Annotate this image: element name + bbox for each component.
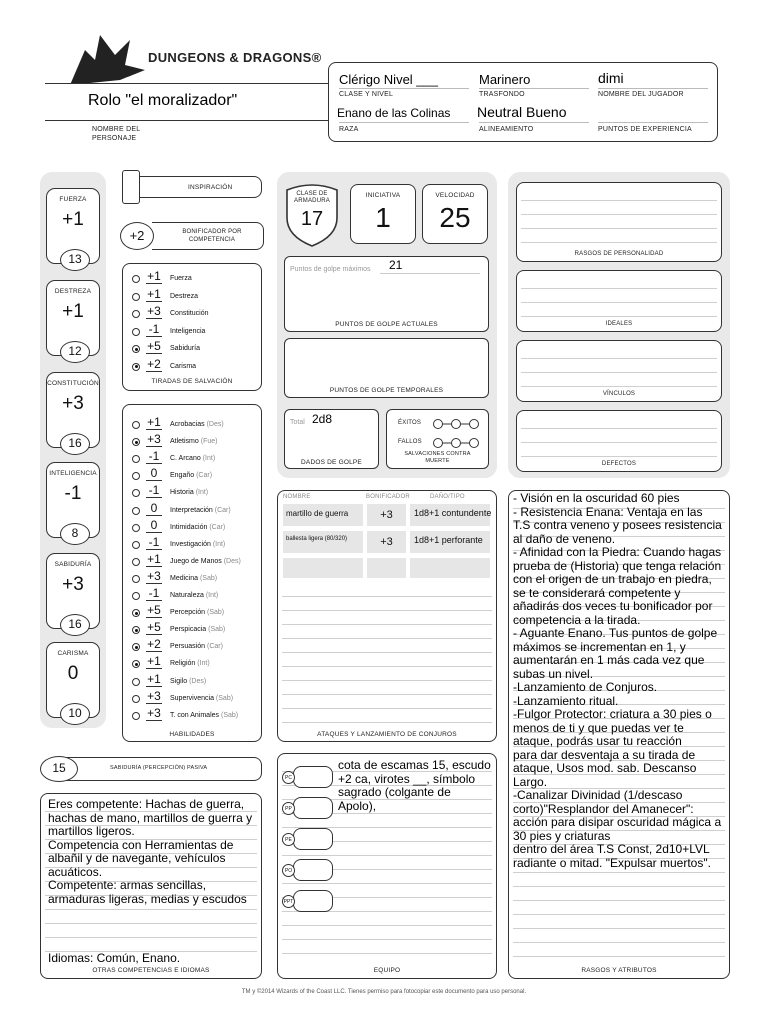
bonds-label: VÍNCULOS	[602, 391, 636, 397]
hp-max-label: Puntos de golpe máximos	[290, 266, 371, 273]
skill-name: T. con Animales	[170, 711, 220, 719]
text-line: T.S contra veneno y posees resistencia	[513, 518, 722, 532]
hp-current-label: PUNTOS DE GOLPE ACTUALES	[335, 321, 438, 328]
skill-name: Medicina	[170, 574, 199, 582]
proficiency-bonus-label: BONIFICADOR POR COMPETENCIA	[182, 229, 242, 243]
equipment-text[interactable]	[338, 759, 494, 813]
character-name-label: NOMBRE DEL PERSONAJE	[92, 126, 141, 142]
text-line: - Visión en la oscuridad 60 pies	[513, 491, 680, 505]
text-line: máximos se incrementan en 1, y	[513, 639, 686, 654]
speed-value[interactable]: 25	[439, 202, 471, 233]
text-line: 30 pies y criaturas	[513, 828, 611, 843]
skill-ability: (Car)	[209, 523, 226, 531]
attacks-box	[277, 490, 497, 742]
skill-ability: (Car)	[196, 472, 213, 480]
skill-value: -1	[146, 587, 162, 601]
personality-traits-box[interactable]	[516, 182, 722, 262]
text-line: -Canalizar Divinidad (1/descaso	[513, 788, 683, 802]
text-line: radiante o mitad. "Expulsar muertos".	[513, 855, 711, 870]
text-line: - Afinidad con la Piedra: Cuando hagas	[513, 545, 722, 559]
proficiency-dot-icon[interactable]	[132, 345, 140, 353]
class-level-label: CLASE Y NIVEL	[339, 91, 394, 98]
text-line: armaduras ligeras, medias y escudos	[48, 891, 247, 906]
text-line: Apolo),	[338, 798, 377, 813]
skill-value: 0	[146, 467, 162, 481]
text-line: acción para disipar oscuridad mágica a	[513, 815, 722, 829]
ability-box	[46, 462, 100, 538]
attack-bonus[interactable]: +3	[367, 504, 406, 526]
skill-ability: (Sab)	[208, 626, 226, 634]
attack-name-cell[interactable]	[283, 504, 363, 526]
proficiency-dot-icon[interactable]	[132, 310, 140, 318]
text-line: ataque, Usos mod. sab. Descanso	[513, 761, 697, 775]
saving-throw-value: +2	[147, 356, 161, 371]
text-line: dentro del área T.S Const, 2d10+LVL	[513, 842, 710, 856]
coin-slot[interactable]	[285, 766, 333, 788]
ability-modifier[interactable]: +1	[62, 209, 84, 230]
skill-name: Naturaleza	[170, 592, 204, 599]
skill-label	[170, 660, 210, 667]
proficiency-dot-icon[interactable]	[132, 363, 140, 371]
skill-value: +3	[147, 432, 161, 447]
initiative-label: INICIATIVA	[365, 192, 401, 199]
ability-score[interactable]: 12	[60, 341, 90, 363]
skill-value: +1	[147, 415, 161, 429]
attack-name: ballesta ligera (80/320)	[286, 536, 348, 542]
ability-box	[46, 372, 100, 448]
saving-throw-label: Constitución	[170, 310, 209, 317]
alignment[interactable]: Neutral Bueno	[477, 104, 567, 120]
coin-slot[interactable]	[283, 890, 333, 912]
proficiency-dot-icon[interactable]	[132, 421, 140, 429]
skill-name: Intimidación	[170, 523, 208, 531]
text-line: cota de escamas 15, escudo	[338, 758, 491, 772]
background[interactable]: Marinero	[479, 72, 531, 87]
skill-name: Persuasión	[170, 643, 206, 651]
text-line: acuáticos.	[48, 864, 103, 879]
skill-name: Historia	[170, 489, 194, 497]
saving-throw-value: +5	[147, 339, 161, 353]
hp-temp-label: PUNTOS DE GOLPE TEMPORALES	[329, 387, 444, 394]
proficiency-dot-icon[interactable]	[132, 678, 140, 686]
skill-value: -1	[146, 450, 162, 464]
text-line: sagrado (colgante de	[338, 785, 451, 799]
text-line: prueba de (Historia) que tenga relación	[513, 558, 722, 573]
skill-ability: (Sab)	[220, 711, 239, 719]
coin-label: PC	[282, 771, 295, 784]
skill-ability: (Des)	[206, 421, 224, 428]
skill-name: Acrobacias	[170, 421, 205, 428]
ability-score[interactable]: 8	[60, 523, 90, 545]
skill-label	[170, 695, 233, 702]
skill-value: 0	[146, 519, 162, 533]
skill-name: Juego de Manos	[170, 557, 222, 565]
proficiency-dot-icon[interactable]	[132, 712, 140, 720]
text-line: para dar desventaja a su tirada de	[513, 747, 696, 762]
text-line: - Resistencia Enana: Ventaja en las	[513, 504, 703, 519]
saving-throw-value: +3	[147, 304, 161, 318]
skill-label	[170, 524, 225, 531]
skill-value: 0	[146, 502, 162, 516]
coin-label: PP	[282, 802, 295, 815]
hit-dice-total-label: Total	[290, 419, 305, 426]
skill-ability: (Car)	[214, 506, 231, 514]
footer-copyright: TM y ©2014 Wizards of the Coast LLC. Tienes permiso para fotocopiar este documento para uso personal.	[241, 989, 527, 995]
initiative-value[interactable]: 1	[375, 202, 391, 233]
skill-value: +3	[147, 688, 161, 703]
skill-value: +5	[147, 620, 161, 635]
text-line: Largo.	[513, 774, 548, 789]
passive-perception-label: SABIDURÍA (PERCEPCIÓN) PASIVA	[110, 765, 208, 771]
skill-label	[170, 643, 223, 650]
ability-score[interactable]: 16	[60, 433, 90, 455]
proficiency-dot-icon[interactable]	[132, 592, 140, 600]
armor-class-value[interactable]: 17	[300, 208, 324, 230]
skill-label	[170, 507, 231, 514]
death-saves-successes-label: ÉXITOS	[398, 420, 422, 426]
skill-ability: (Des)	[189, 677, 207, 685]
text-line: corto)"Resplandor del Amanecer":	[513, 801, 694, 816]
skill-label	[170, 472, 212, 479]
game-logo-text: DUNGEONS & DRAGONS®	[148, 50, 322, 65]
text-line: Competencia con Herramientas de	[48, 837, 234, 852]
saving-throw-label: Destreza	[170, 292, 199, 300]
skill-label	[170, 489, 208, 496]
skill-value: +3	[147, 568, 161, 583]
text-line: se te considerará competente y	[513, 585, 681, 600]
attack-name-cell[interactable]	[283, 531, 363, 553]
player-name[interactable]: dimi	[598, 70, 624, 86]
proficiencies-text[interactable]	[48, 798, 258, 906]
text-line: +2 ca, virotes __, símbolo	[338, 771, 476, 786]
ideals-label: IDEALES	[605, 321, 633, 327]
skill-ability: (Int)	[197, 660, 210, 668]
skill-label	[170, 455, 215, 462]
proficiency-dot-icon[interactable]	[132, 541, 140, 549]
proficiency-dot-icon[interactable]	[132, 575, 140, 583]
flaws-label: DEFECTOS	[601, 461, 637, 467]
passive-perception-value[interactable]: 15	[40, 756, 78, 782]
ability-modifier[interactable]: +1	[62, 301, 84, 322]
proficiency-dot-icon[interactable]	[132, 695, 140, 703]
coin-slot[interactable]	[285, 828, 333, 850]
ability-name: CONSTITUCIÓN	[47, 380, 99, 387]
ability-box	[46, 188, 100, 264]
attack-damage[interactable]: 1d8+1 perforante	[410, 531, 490, 553]
skill-ability: (Int)	[212, 540, 226, 548]
attacks-title: ATAQUES Y LANZAMIENTO DE CONJUROS	[317, 731, 457, 738]
skill-ability: (Sab)	[215, 694, 234, 702]
ability-name: INTELIGENCIA	[49, 470, 97, 477]
death-saves-success-circles-icon[interactable]	[432, 417, 480, 435]
text-line: aumentarán en 1 más cada vez que	[513, 653, 705, 667]
race-label: RAZA	[339, 126, 359, 133]
saving-throw-label: Sabiduría	[170, 345, 200, 352]
player-name-label: NOMBRE DEL JUGADOR	[598, 91, 684, 98]
proficiency-dot-icon[interactable]	[132, 293, 140, 301]
features-title: RASGOS Y ATRIBUTOS	[581, 967, 657, 974]
alignment-label: ALINEAMIENTO	[479, 126, 534, 133]
saving-throws-title: TIRADAS DE SALVACIÓN	[151, 378, 233, 385]
skill-value: +1	[147, 671, 161, 686]
class-level[interactable]: Clérigo Nivel ___	[339, 72, 438, 87]
equipment-title: EQUIPO	[373, 967, 401, 974]
death-saves-label: SALVACIONES CONTRA MUERTE	[404, 451, 471, 464]
ability-name: CARISMA	[57, 650, 89, 657]
skill-ability: (Car)	[206, 643, 223, 651]
personality-traits-label: RASGOS DE PERSONALIDAD	[574, 251, 664, 257]
attacks-col-damage: DAÑO/TIPO	[430, 494, 465, 500]
proficiency-bonus-value[interactable]: +2	[120, 222, 154, 250]
text-line: menos de ti y que puedas ver te	[513, 720, 684, 735]
coin-label: PPT	[282, 895, 295, 908]
skill-label	[170, 609, 224, 616]
skill-name: Sigilo	[170, 677, 188, 685]
saving-throw-label: Inteligencia	[170, 327, 206, 335]
skill-label	[170, 678, 206, 685]
skill-name: Investigación	[170, 540, 211, 548]
inspiration-label: INSPIRACIÓN	[188, 184, 233, 191]
ability-modifier[interactable]: -1	[64, 483, 82, 504]
skill-value: +1	[147, 551, 161, 566]
skill-label	[170, 541, 225, 548]
proficiency-dot-icon[interactable]	[132, 328, 140, 336]
skill-ability: (Int)	[195, 489, 209, 497]
race[interactable]: Enano de las Colinas	[337, 106, 451, 120]
skill-name: Interpretación	[170, 506, 213, 514]
ability-score[interactable]: 16	[60, 614, 90, 636]
skill-ability: (Sab)	[199, 574, 218, 582]
saving-throw-label: Fuerza	[170, 275, 192, 282]
skill-name: Religión	[170, 660, 196, 668]
proficiency-dot-icon[interactable]	[132, 507, 140, 515]
armor-class-label: CLASE DE ARMADURA	[294, 191, 330, 204]
ability-score[interactable]: 10	[60, 703, 90, 725]
skill-name: Percepción	[170, 609, 206, 617]
text-line: albañil y de navegante, vehículos	[48, 851, 226, 865]
skill-label	[170, 592, 218, 599]
skill-label	[170, 626, 225, 633]
ability-name: DESTREZA	[54, 288, 92, 295]
skill-label	[170, 575, 217, 582]
skill-ability: (Int)	[202, 455, 216, 463]
saving-throw-value: -1	[146, 323, 162, 337]
hp-max-value[interactable]: 21	[389, 258, 403, 272]
death-saves-failures-label: FALLOS	[398, 439, 422, 445]
features-text[interactable]	[513, 492, 728, 870]
text-line: - Aguante Enano. Tus puntos de golpe	[513, 626, 718, 640]
text-line: al daño de veneno.	[513, 531, 616, 546]
skill-label	[170, 438, 217, 445]
text-line: -Lanzamiento de Conjuros.	[513, 680, 658, 694]
skill-value: +1	[147, 654, 161, 669]
skill-ability: (Int)	[205, 592, 219, 599]
hit-dice-label: DADOS DE GOLPE	[301, 459, 362, 466]
proficiency-dot-icon[interactable]	[132, 275, 140, 283]
text-line: martillos ligeros.	[48, 824, 135, 838]
ability-modifier[interactable]: 0	[67, 663, 79, 684]
skill-ability: (Sab)	[206, 609, 225, 617]
skill-name: Perspicacia	[170, 626, 207, 634]
text-line: competencia a la tirada.	[513, 612, 641, 627]
dragon-logo-icon	[60, 30, 150, 90]
text-line: subas un nivel.	[513, 666, 594, 681]
attacks-col-name: NOMBRE	[283, 494, 311, 500]
attack-bonus[interactable]: +3	[367, 531, 406, 553]
speed-label: VELOCIDAD	[435, 192, 475, 199]
proficiency-dot-icon[interactable]	[132, 524, 140, 532]
skill-name: Supervivencia	[170, 694, 214, 702]
character-name[interactable]: Rolo "el moralizador"	[88, 92, 238, 109]
ability-modifier[interactable]: +3	[62, 574, 84, 595]
text-line: -Fulgor Protector: criatura a 30 pies o	[513, 707, 712, 721]
skill-value: +2	[147, 637, 161, 652]
saving-throw-value: +1	[147, 269, 161, 283]
coin-slot[interactable]	[285, 797, 333, 819]
text-line: Competente: armas sencillas,	[48, 878, 207, 892]
text-line: -Lanzamiento ritual.	[513, 693, 619, 708]
skill-value: -1	[146, 484, 162, 498]
skills-title: HABILIDADES	[169, 731, 215, 738]
coin-slot[interactable]	[284, 859, 333, 881]
text-line: Eres competente: Hachas de guerra,	[48, 797, 245, 811]
inspiration-box[interactable]	[122, 170, 140, 204]
text-line: ataque, podrás usar tu reacción	[513, 734, 682, 748]
skill-label	[170, 712, 238, 719]
skill-name: Atletismo	[170, 438, 199, 446]
skill-name: C. Arcano	[170, 455, 201, 463]
ability-box	[46, 642, 100, 718]
ability-name: FUERZA	[59, 196, 87, 203]
skill-value: +5	[147, 603, 161, 618]
attacks-col-bonus: BONIFICADOR	[366, 494, 410, 500]
skill-value: -1	[146, 536, 162, 550]
background-label: TRASFONDO	[479, 91, 525, 98]
coin-label: PO	[282, 864, 295, 877]
ability-box	[46, 553, 100, 629]
text-line: con el origen de un trabajo en piedra,	[513, 572, 712, 586]
skill-label	[170, 558, 241, 565]
proficiency-dot-icon[interactable]	[132, 558, 140, 566]
skill-ability: (Des)	[223, 557, 241, 565]
hit-dice-total[interactable]: 2d8	[312, 412, 333, 426]
coin-label: PE	[282, 833, 295, 846]
saving-throw-value: +1	[147, 286, 161, 301]
xp-label: PUNTOS DE EXPERIENCIA	[598, 126, 692, 133]
text-line: hachas de mano, martillos de guerra y	[48, 810, 253, 825]
ability-modifier[interactable]: +3	[62, 393, 84, 414]
skill-label	[170, 421, 224, 428]
attack-name: martillo de guerra	[286, 509, 349, 518]
saving-throw-label: Carisma	[170, 362, 197, 370]
ability-name: SABIDURÍA	[54, 561, 92, 568]
ability-box	[46, 280, 100, 356]
languages-text[interactable]: Idiomas: Común, Enano.	[48, 951, 181, 965]
proficiencies-title: OTRAS COMPETENCIAS E IDIOMAS	[92, 967, 210, 974]
text-line: añadirás dos veces tu bonificador por	[513, 599, 713, 613]
skill-value: +3	[147, 705, 161, 720]
skill-name: Engaño	[170, 472, 195, 480]
ability-score[interactable]: 13	[60, 249, 90, 271]
attack-damage[interactable]: 1d8+1 contundente	[410, 504, 490, 526]
skill-ability: (Fue)	[200, 438, 218, 446]
